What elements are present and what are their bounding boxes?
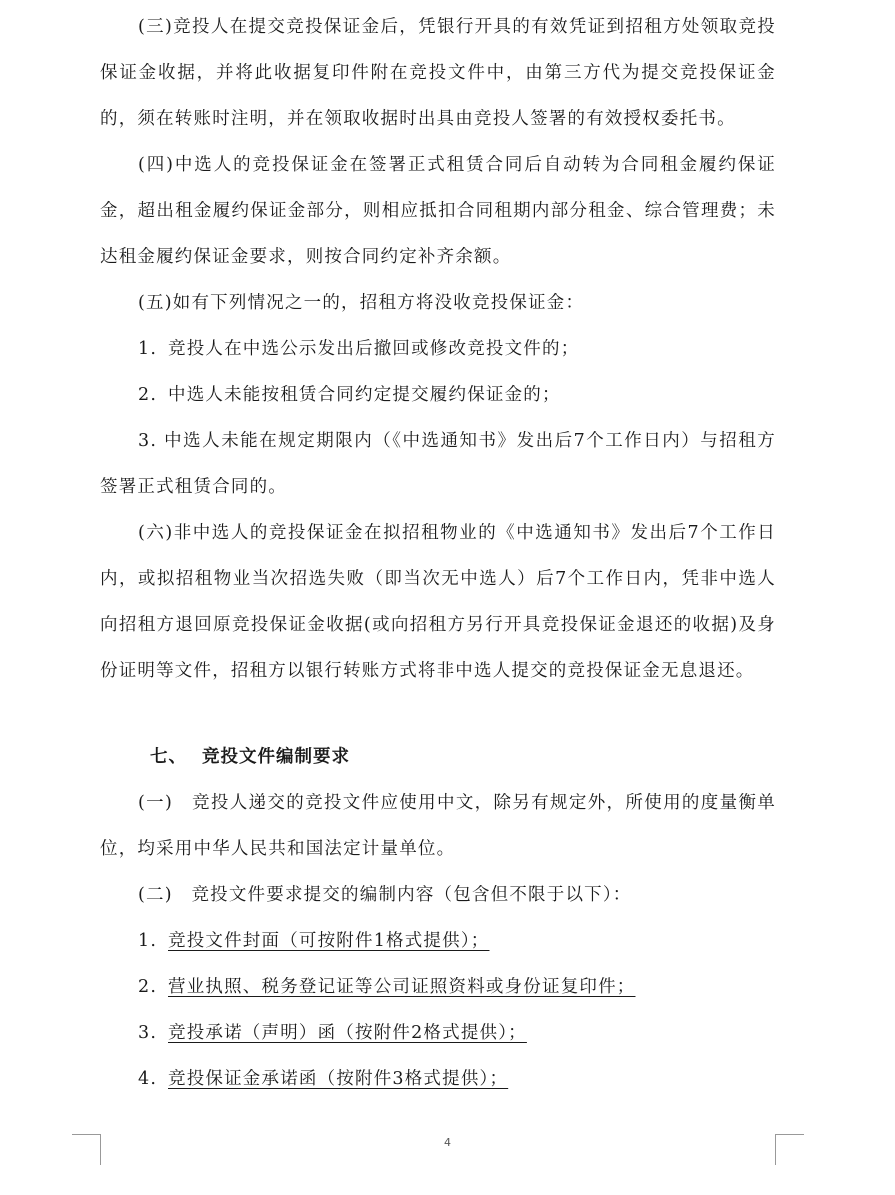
paragraph-deposit-receipt: (三)竞投人在提交竞投保证金后，凭银行开具的有效凭证到招租方处领取竞投保证金收据，并将此收据复印件附在竞投文件中，由第三方代为提交竞投保证金的，须在转账时注明，并在领取收据时出具由竞投人签署的有效授权委托书。 <box>100 17 776 129</box>
forfeit-item-1: 1. 竞投人在中选公示发出后撤回或修改竞投文件的； <box>138 339 580 359</box>
required-item-1: 1. 竞投文件封面（可按附件1格式提供）； <box>138 931 490 951</box>
required-item-2: 2. 营业执照、税务登记证等公司证照资料或身份证复印件； <box>138 977 636 997</box>
paragraph-winner-deposit: (四)中选人的竞投保证金在签署正式租赁合同后自动转为合同租金履约保证金，超出租金履约保证金部分，则相应抵扣合同租期内部分租金、综合管理费；未达租金履约保证金要求，则按合同约定补齐余额。 <box>100 155 776 267</box>
paragraph-forfeit-conditions: (五)如有下列情况之一的，招租方将没收竞投保证金： <box>138 293 585 313</box>
forfeit-item-3: 3. 中选人未能在规定期限内（《中选通知书》发出后7个工作日内）与招租方签署正式租赁合同的。 <box>100 431 776 497</box>
required-item-4: 4. 竞投保证金承诺函（按附件3格式提供）； <box>138 1069 509 1089</box>
paragraph-language-units: (一) 竞投人递交的竞投文件应使用中文，除另有规定外，所使用的度量衡单位，均采用中华人民共和国法定计量单位。 <box>100 793 776 859</box>
section-heading: 七、 竞投文件编制要求 <box>150 747 350 767</box>
paragraph-required-contents: (二) 竞投文件要求提交的编制内容（包含但不限于以下）： <box>138 885 632 905</box>
forfeit-item-2: 2. 中选人未能按租赁合同约定提交履约保证金的； <box>138 385 561 405</box>
required-item-3: 3. 竞投承诺（声明）函（按附件2格式提供）； <box>138 1023 527 1043</box>
paragraph-refund: (六)非中选人的竞投保证金在拟招租物业的《中选通知书》发出后7个工作日内，或拟招租物业当次招选失败（即当次无中选人）后7个工作日内，凭非中选人向招租方退回原竞投保证金收据(或向招租方另行开具竞投保证金退还的收据)及身份证明等文件，招租方以银行转账方式将非中选人提交的竞投保证金无息退还。 <box>100 523 776 681</box>
page-number: 4 <box>444 1136 451 1149</box>
